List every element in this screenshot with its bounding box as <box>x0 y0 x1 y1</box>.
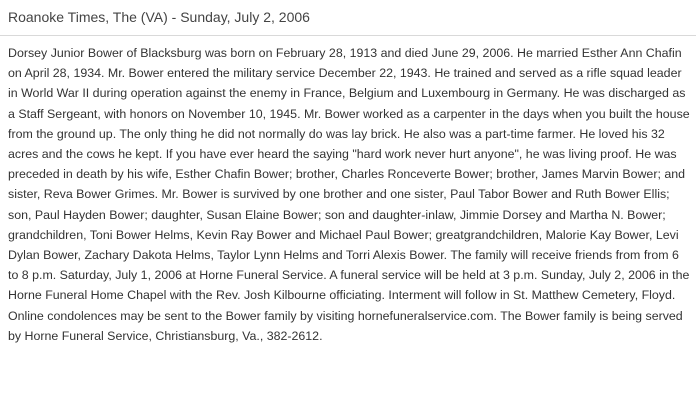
newspaper-source-line: Roanoke Times, The (VA) - Sunday, July 2, 2006 <box>8 9 310 25</box>
obituary-body: Dorsey Junior Bower of Blacksburg was born on February 28, 1913 and died June 29, 2006. He married Esther Ann Chafin on April 28, 1934. Mr. Bower entered the military service December 22, 1943. He trained and served as a rifle squad leader in World War II during operation against the enemy in France, Belgium and Luxembourg in Germany. He was discharged as a Staff Sergeant, with honors on November 10, 1945. Mr. Bower worked as a carpenter in the days when you built the house from the ground up. The only thing he did not normally do was lay brick. He also was a part-time farmer. He loved his 32 acres and the cows he kept. If you have ever heard the saying "hard work never hurt anyone", he was living proof. He was preceded in death by his wife, Esther Chafin Bower; brother, Charles Ronceverte Bower; brother, James Marvin Bower; and sister, Reva Bower Grimes. Mr. Bower is survived by one brother and one sister, Paul Tabor Bower and Ruth Bower Ellis; son, Paul Hayden Bower; daughter, Susan Elaine Bower; son and daughter-inlaw, Jimmie Dorsey and Martha N. Bower; grandchildren, Toni Bower Helms, Kevin Ray Bower and Michael Paul Bower; greatgrandchildren, Malorie Kay Bower, Levi Dylan Bower, Zachary Dakota Helms, Taylor Lynn Helms and Torri Alexis Bower. The family will receive friends from from 6 to 8 p.m. Saturday, July 1, 2006 at Horne Funeral Service. A funeral service will be held at 3 p.m. Sunday, July 2, 2006 in the Horne Funeral Home Chapel with the Rev. Josh Kilbourne officiating. Interment will follow in St. Matthew Cemetery, Floyd. Online condolences may be sent to the Bower family by visiting hornefuneralservice.com. The Bower family is being served by Horne Funeral Service, Christiansburg, Va., 382-2612. <box>8 46 690 343</box>
header-divider <box>0 35 696 36</box>
